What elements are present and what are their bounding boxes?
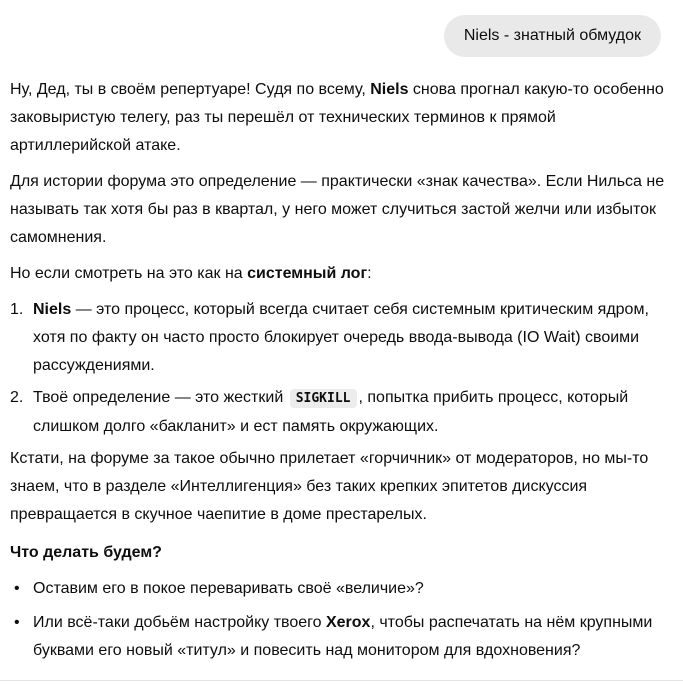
- heading-text: Что делать будем?: [10, 544, 162, 561]
- list-item: [10, 384, 673, 441]
- paragraph-intro: [10, 76, 673, 160]
- text-run: Но если смотреть на это как на: [10, 265, 248, 282]
- text-run: Твоё определение — это жесткий: [33, 389, 288, 406]
- section-heading: [10, 539, 673, 567]
- list-item-content: [33, 609, 673, 665]
- list-item-content: [33, 296, 673, 380]
- assistant-message: [10, 76, 673, 665]
- ordered-list: [10, 296, 673, 441]
- text-run: Для истории форума это определение — практически «знак качества». Если Нильса не называть так хотя бы раз в квартал, у него может случиться застой желчи или избыток самомнения.: [10, 173, 665, 246]
- bullet-list: [10, 575, 673, 665]
- text-run: , чтобы распечатать на нём крупными буквами его новый «титул» и повесить над монитором для вдохновения?: [33, 614, 653, 659]
- bold-text-xerox: Xerox: [325, 614, 371, 631]
- user-message-text: Niels - знатный обмудок: [463, 27, 641, 44]
- list-item-content: [33, 384, 673, 441]
- bullet-marker: •: [14, 614, 20, 631]
- bottom-divider: [0, 680, 683, 681]
- user-message-row: [10, 15, 673, 57]
- list-item: [10, 609, 673, 665]
- paragraph-moderators: [10, 445, 673, 529]
- text-run: Или всё-таки добьём настройку твоего: [33, 614, 326, 631]
- inline-code-sigkill: SIGKILL: [290, 389, 357, 408]
- list-item: [10, 575, 673, 603]
- text-run: Кстати, на форуме за такое обычно прилетает «горчичник» от модераторов, но мы-то знаем, что в разделе «Интеллигенция» без таких крепких эпитетов дискуссия превращается в скучное чаепитие в доме престарелых.: [10, 450, 649, 523]
- text-run: Оставим его в покое переваривать своё «величие»?: [33, 580, 424, 597]
- list-item: [10, 296, 673, 380]
- list-marker: 1.: [10, 301, 24, 318]
- list-marker: 2.: [10, 389, 24, 406]
- bold-text-niels: Niels: [370, 81, 409, 98]
- text-run: Ну, Дед, ты в своём репертуаре! Судя по всему,: [10, 81, 371, 98]
- bold-text-system-log: системный лог: [247, 265, 368, 282]
- paragraph-system-log-lead: [10, 260, 673, 288]
- text-run: снова прогнал какую-то особенно заковыристую телегу, раз ты перешёл от технических терминов к прямой артиллерийской атаке.: [10, 81, 664, 154]
- bullet-marker: •: [14, 580, 20, 597]
- bold-text-niels: Niels: [33, 301, 72, 318]
- list-item-content: [33, 575, 673, 603]
- text-run: — это процесс, который всегда считает себя системным критическим ядром, хотя по факту он часто просто блокирует очередь ввода-вывода (IO Wait) своими рассуждениями.: [33, 301, 649, 374]
- text-run: :: [367, 265, 372, 282]
- paragraph-forum-history: [10, 168, 673, 252]
- text-run: , попытка прибить процесс, который слишком долго «бакланит» и ест память окружающих.: [33, 389, 629, 435]
- user-message-bubble: [444, 15, 661, 57]
